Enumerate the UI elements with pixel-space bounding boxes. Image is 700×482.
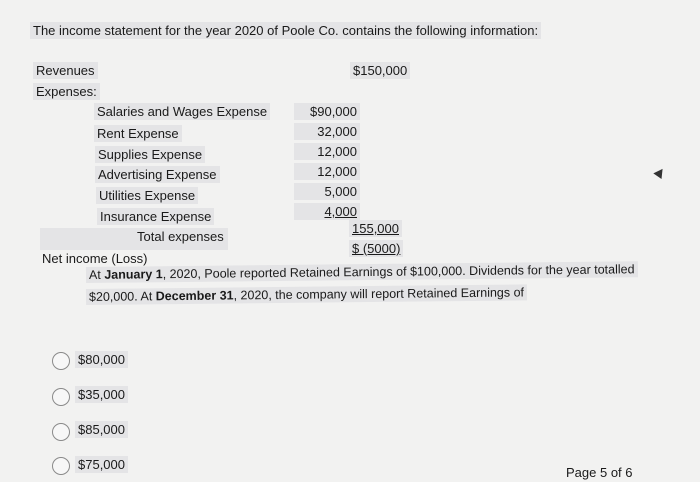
expense-amount-rent: 32,000 bbox=[294, 123, 360, 140]
expense-amount-salaries: $90,000 bbox=[294, 103, 360, 120]
total-expenses-amount: 155,000 bbox=[349, 220, 402, 237]
problem-intro: The income statement for the year 2020 of Poole Co. contains the following information: bbox=[30, 22, 541, 39]
expense-amount-insurance: 4,000 bbox=[294, 203, 360, 220]
cursor-arrow-icon bbox=[653, 166, 666, 179]
expense-label-utilities: Utilities Expense bbox=[96, 187, 198, 204]
option-label-85000[interactable]: $85,000 bbox=[75, 421, 128, 438]
revenues-amount: $150,000 bbox=[350, 62, 410, 79]
option-label-75000[interactable]: $75,000 bbox=[75, 456, 128, 473]
question-line-1: At January 1, 2020, Poole reported Retained Earnings of $100,000. Dividends for the year totalled bbox=[86, 261, 638, 283]
expense-label-insurance: Insurance Expense bbox=[97, 208, 214, 225]
expense-label-supplies: Supplies Expense bbox=[95, 146, 205, 163]
question-line-2: $20,000. At December 31, 2020, the company will report Retained Earnings of bbox=[86, 284, 527, 305]
option-label-35000[interactable]: $35,000 bbox=[75, 386, 128, 403]
total-expenses-label: Total expenses bbox=[137, 229, 224, 244]
option-radio-80000[interactable] bbox=[52, 352, 70, 370]
page-number: Page 5 of 6 bbox=[566, 465, 633, 480]
revenues-label: Revenues bbox=[33, 62, 98, 79]
expenses-label: Expenses: bbox=[33, 83, 100, 100]
expense-amount-advertising: 12,000 bbox=[294, 163, 360, 180]
net-income-label: Net income (Loss) bbox=[42, 251, 148, 266]
expense-amount-supplies: 12,000 bbox=[294, 143, 360, 160]
net-income-amount: $ (5000) bbox=[349, 240, 403, 257]
expense-label-rent: Rent Expense bbox=[94, 125, 182, 142]
option-radio-85000[interactable] bbox=[52, 423, 70, 441]
expense-label-advertising: Advertising Expense bbox=[95, 166, 220, 183]
option-label-80000[interactable]: $80,000 bbox=[75, 351, 128, 368]
option-radio-35000[interactable] bbox=[52, 388, 70, 406]
expense-amount-utilities: 5,000 bbox=[294, 183, 360, 200]
option-radio-75000[interactable] bbox=[52, 457, 70, 475]
expense-label-salaries: Salaries and Wages Expense bbox=[94, 103, 270, 120]
